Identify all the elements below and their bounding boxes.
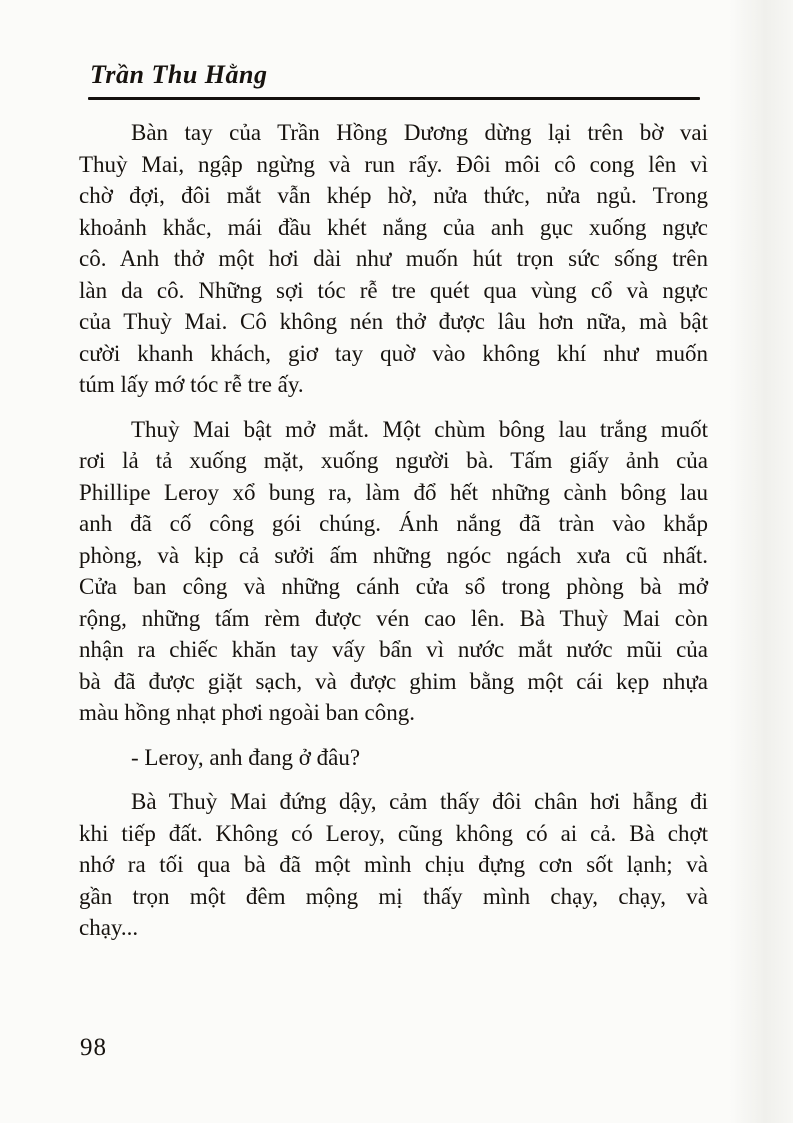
text-line: anh đã cố công gói chúng. Ánh nắng đã tràn vào khắp: [79, 511, 708, 536]
text-line: khi tiếp đất. Không có Leroy, cũng không có ai cả. Bà chợt: [79, 820, 708, 846]
paragraph: [79, 414, 708, 729]
text-line: chờ đợi, đôi mắt vẫn khép hờ, nửa thức, nửa ngủ. Trong: [79, 183, 708, 208]
text-line: làn da cô. Những sợi tóc rễ tre quét qua vùng cổ và ngực: [79, 277, 708, 303]
running-header-author: Trần Thu Hằng: [90, 60, 268, 89]
text-line: nhớ ra tối qua bà đã một mình chịu đựng cơn sốt lạnh; và: [79, 852, 708, 877]
page-body: [79, 117, 708, 944]
header-rule: [88, 97, 700, 100]
page-number: 98: [80, 1034, 107, 1061]
text-line: của Thuỳ Mai. Cô không nén thở được lâu hơn nữa, mà bật: [79, 309, 708, 334]
text-line: Bà Thuỳ Mai đứng dậy, cảm thấy đôi chân hơi hẫng đi: [131, 789, 708, 814]
text-line: Cửa ban công và những cánh cửa sổ trong phòng bà mở: [79, 574, 708, 599]
paragraph: [79, 786, 708, 944]
text-line: gần trọn một đêm mộng mị thấy mình chạy, chạy, và: [79, 883, 708, 909]
text-line: màu hồng nhạt phơi ngoài ban công.: [79, 700, 416, 725]
paragraph: [79, 117, 708, 401]
text-line: khoảnh khắc, mái đầu khét nắng của anh gục xuống ngực: [79, 214, 708, 240]
text-line: cô. Anh thở một hơi dài như muốn hút trọn sức sống trên: [79, 246, 708, 271]
text-line: phòng, và kịp cả sưởi ấm những ngóc ngách xưa cũ nhất.: [79, 542, 708, 568]
text-line: Thuỳ Mai bật mở mắt. Một chùm bông lau trắng muốt: [131, 416, 708, 442]
text-line: rơi lả tả xuống mặt, xuống người bà. Tấm giấy ảnh của: [79, 448, 708, 473]
text-line: cười khanh khách, giơ tay quờ vào không khí như muốn: [79, 340, 708, 366]
text-line: chạy...: [79, 915, 139, 940]
text-line: Bàn tay của Trần Hồng Dương dừng lại trên bờ vai: [131, 120, 708, 145]
text-line: Phillipe Leroy xổ bung ra, làm đổ hết những cành bông lau: [79, 479, 708, 505]
text-line: Thuỳ Mai, ngập ngừng và run rẩy. Đôi môi cô cong lên vì: [79, 151, 708, 177]
text-line: nhận ra chiếc khăn tay vấy bẩn vì nước mắt nước mũi của: [79, 637, 708, 662]
text-line: bà đã được giặt sạch, và được ghim bằng một cái kẹp nhựa: [79, 668, 708, 694]
text-line: - Leroy, anh đang ở đâu?: [131, 744, 361, 770]
text-line: rộng, những tấm rèm được vén cao lên. Bà Thuỳ Mai còn: [79, 605, 708, 631]
text-line: túm lấy mớ tóc rễ tre ấy.: [79, 372, 304, 397]
dialogue-line: [79, 742, 708, 774]
